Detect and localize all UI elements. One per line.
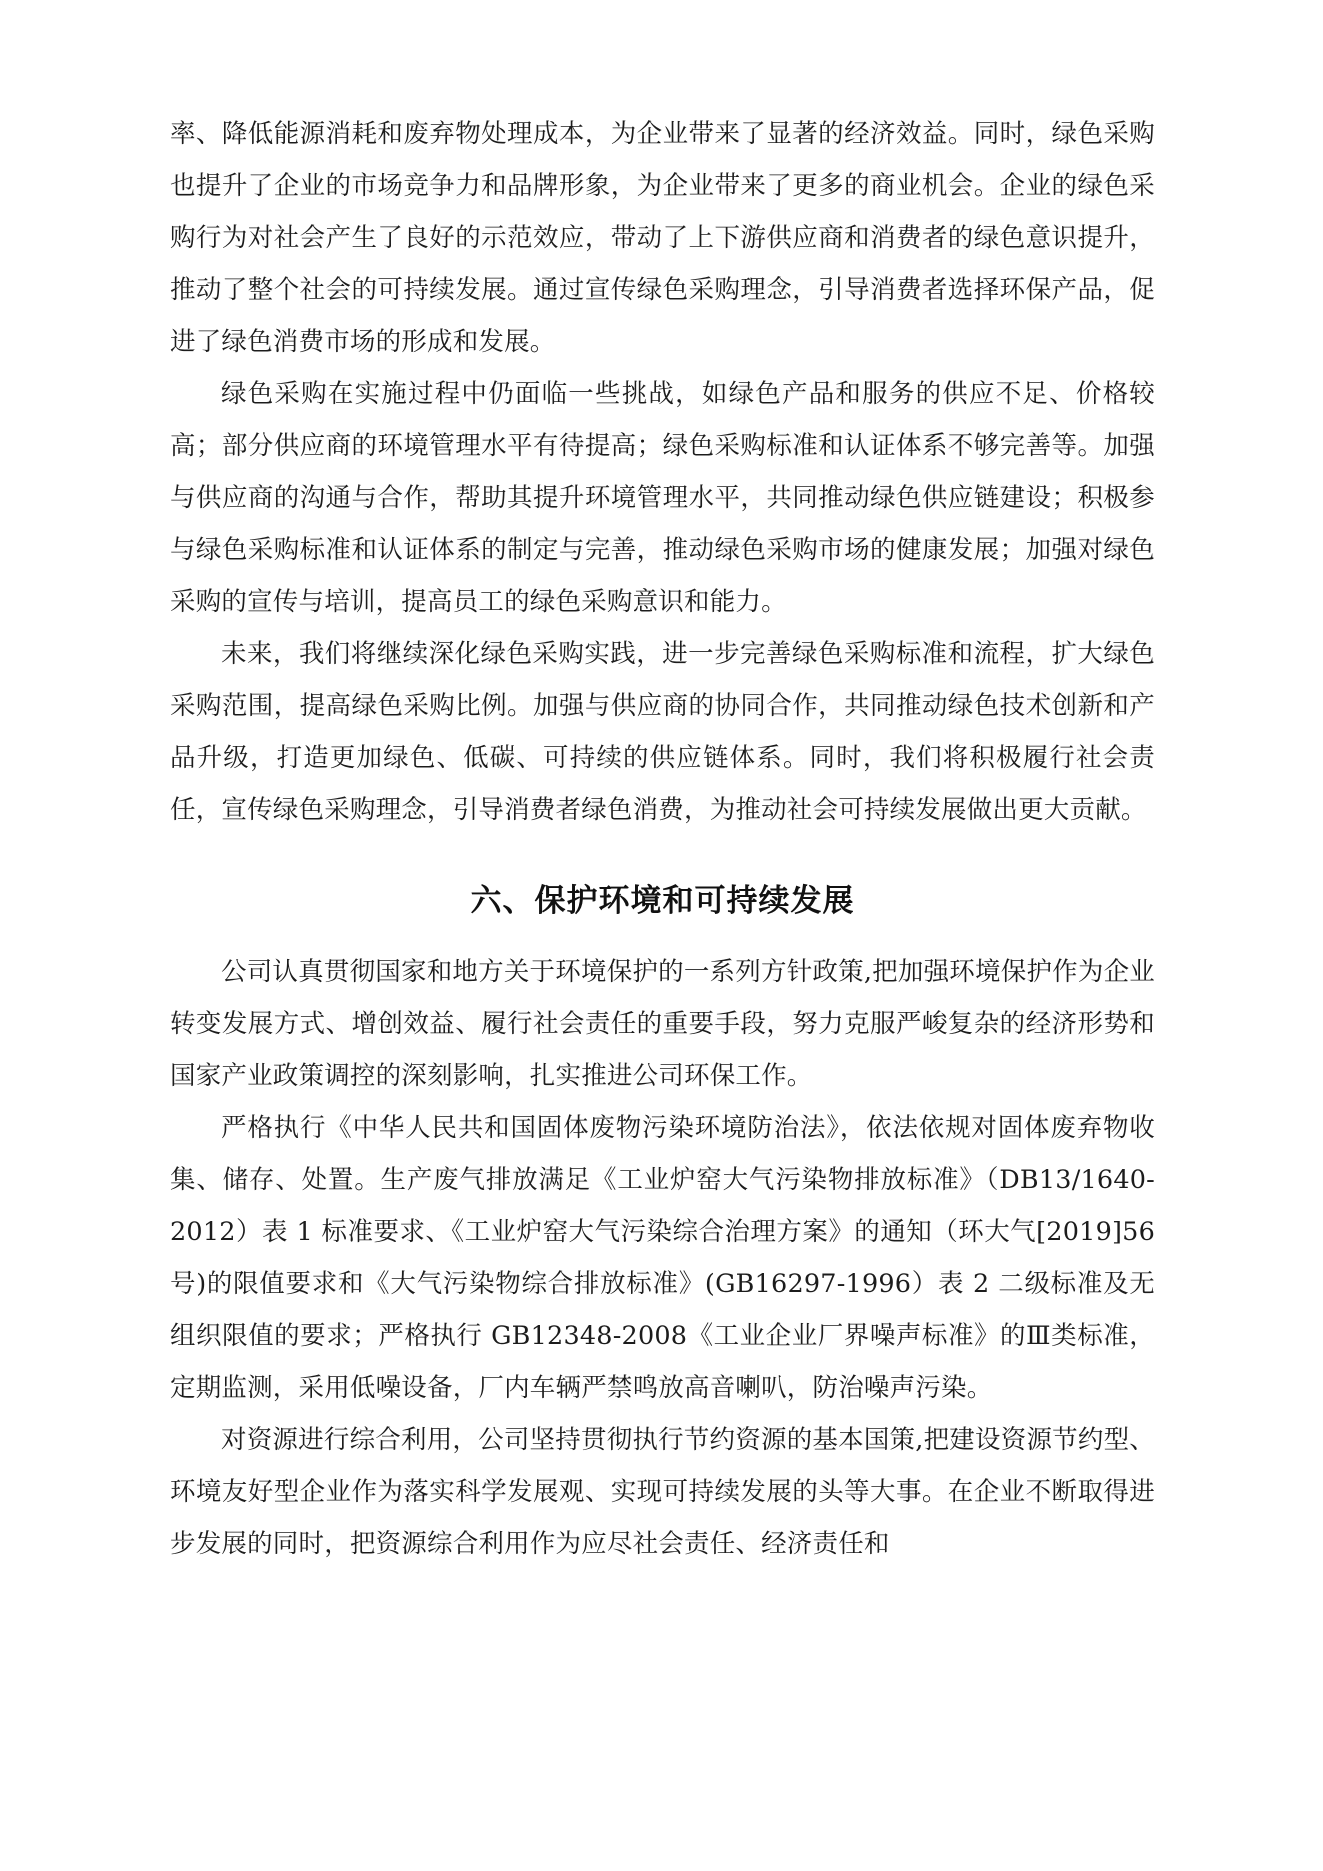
section-heading: 六、保护环境和可持续发展 [470, 883, 855, 919]
paragraph: 绿色采购在实施过程中仍面临一些挑战，如绿色产品和服务的供应不足、价格较高；部分供应商的环境管理水平有待提高；绿色采购标准和认证体系不够完善等。加强与供应商的沟通与合作，帮助其提升环境管理水平，共同推动绿色供应链建设；积极参与绿色采购标准和认证体系的制定与完善，推动绿色采购市场的健康发展；加强对绿色采购的宣传与培训，提高员工的绿色采购意识和能力。 [170, 379, 1155, 617]
paragraph: 率、降低能源消耗和废弃物处理成本，为企业带来了显著的经济效益。同时，绿色采购也提升了企业的市场竞争力和品牌形象，为企业带来了更多的商业机会。企业的绿色采购行为对社会产生了良好的示范效应，带动了上下游供应商和消费者的绿色意识提升，推动了整个社会的可持续发展。通过宣传绿色采购理念，引导消费者选择环保产品，促进了绿色消费市场的形成和发展。 [170, 119, 1155, 357]
paragraph: 未来，我们将继续深化绿色采购实践，进一步完善绿色采购标准和流程，扩大绿色采购范围，提高绿色采购比例。加强与供应商的协同合作，共同推动绿色技术创新和产品升级，打造更加绿色、低碳、可持续的供应链体系。同时，我们将积极履行社会责任，宣传绿色采购理念，引导消费者绿色消费，为推动社会可持续发展做出更大贡献。 [170, 639, 1155, 825]
document-body [170, 108, 1155, 1570]
paragraph: 对资源进行综合利用，公司坚持贯彻执行节约资源的基本国策,把建设资源节约型、环境友好型企业作为落实科学发展观、实现可持续发展的头等大事。在企业不断取得进步发展的同时，把资源综合利用作为应尽社会责任、经济责任和 [170, 1425, 1155, 1559]
paragraph: 严格执行《中华人民共和国固体废物污染环境防治法》，依法依规对固体废弃物收集、储存、处置。生产废气排放满足《工业炉窑大气污染物排放标准》（DB13/1640-2012）表 1 标准要求、《工业炉窑大气污染综合治理方案》的通知（环大气[2019]56 号)的限值要求和《大气污染物综合排放标准》(GB16297-1996）表 2 二级标准及无组织限值的要求；严格执行 GB12348-2008《工业企业厂界噪声标准》的Ⅲ类标准，定期监测，采用低噪设备，厂内车辆严禁鸣放高音喇叭，防治噪声污染。 [170, 1113, 1155, 1403]
paragraph: 公司认真贯彻国家和地方关于环境保护的一系列方针政策,把加强环境保护作为企业转变发展方式、增创效益、履行社会责任的重要手段，努力克服严峻复杂的经济形势和国家产业政策调控的深刻影响，扎实推进公司环保工作。 [170, 957, 1155, 1091]
